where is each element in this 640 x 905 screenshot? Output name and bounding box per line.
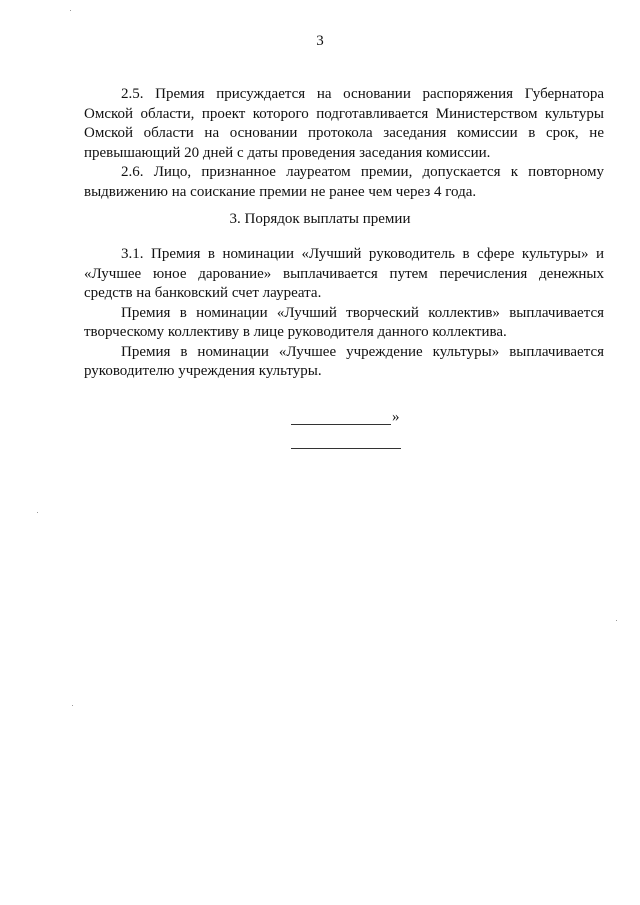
scan-speck bbox=[37, 512, 38, 513]
closing-mark bbox=[291, 405, 411, 449]
clauses-section-2 bbox=[84, 85, 604, 202]
page-number: 3 bbox=[316, 33, 324, 49]
clause-3-1-institution: Премия в номинации «Лучшее учреждение культуры» выплачивается руководителю учреждения культуры. bbox=[84, 343, 604, 379]
clause-2-5: 2.5. Премия присуждается на основании распоряжения Губернатора Омской области, проект которого подготавливается Министерством культуры Омской области на основании протокола заседания комиссии в срок, не превышающий 20 дней с даты проведения заседания комиссии. bbox=[84, 86, 604, 161]
closing-rule-1 bbox=[291, 424, 391, 425]
scan-speck bbox=[72, 705, 73, 706]
clause-2-6: 2.6. Лицо, признанное лауреатом премии, допускается к повторному выдвижению на соискание премии не ранее чем через 4 года. bbox=[84, 164, 604, 200]
closing-rule-2 bbox=[291, 448, 401, 449]
scan-speck bbox=[70, 10, 71, 11]
closing-line-2 bbox=[291, 429, 411, 449]
clause-3-1: 3.1. Премия в номинации «Лучший руководитель в сфере культуры» и «Лучшее юное дарование» выплачивается путем перечисления денежных средств на банковский счет лауреата. bbox=[84, 246, 604, 301]
clauses-section-3 bbox=[84, 245, 604, 382]
clause-3-1-collective: Премия в номинации «Лучший творческий коллектив» выплачивается творческому коллективу в лице руководителя данного коллектива. bbox=[84, 304, 604, 340]
closing-line-1 bbox=[291, 405, 411, 425]
section-3-heading: 3. Порядок выплаты премии bbox=[229, 211, 411, 227]
scan-speck bbox=[616, 620, 617, 621]
closing-quote: » bbox=[392, 409, 400, 425]
